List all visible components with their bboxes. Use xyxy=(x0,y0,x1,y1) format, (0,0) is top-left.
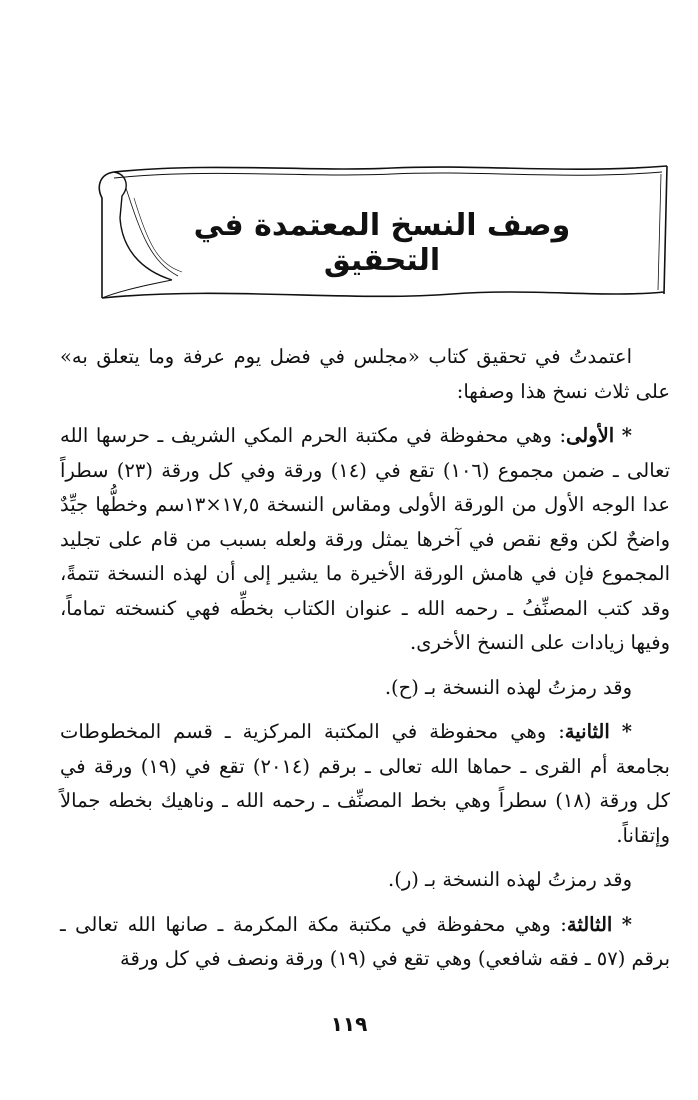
symbol-note-second: وقد رمزتُ لهذه النسخة بـ (ر). xyxy=(388,868,632,891)
intro-paragraph: اعتمدتُ في تحقيق كتاب «مجلس في فضل يوم عرفة وما يتعلق به» على ثلاث نسخ هذا وصفها: xyxy=(60,345,670,403)
copy-description-third: : وهي محفوظة في مكتبة مكة المكرمة ـ صانها الله تعالى ـ برقم (٥٧ ـ فقه شافعي) وهي تقع في (١٩) ورقة ونصف في كل ورقة xyxy=(60,912,670,970)
copy-description-first: : وهي محفوظة في مكتبة الحرم المكي الشريف ـ حرسها الله تعالى ـ ضمن مجموع (١٠٦) تقع في (١٤) ورقة وفي كل ورقة (٢٣) سطراً عدا الوجه الأول من الورقة الأولى ومقاس النسخة ١٧,٥×١٣سم وخطُّها جيِّدٌ واضحٌ لكن وقع نقص في آخرها يمثل ورقة ولعله بسبب من قام على تجليد المجموع فإن في هامش الورقة الأخيرة ما يشير إلى أن لهذه النسخة تتمةً، وقد كتب المصنِّفُ ـ رحمه الله ـ عنوان الكتاب بخطِّه فهي كنسخته تماماً، وفيها زيادات على النسخ الأخرى. xyxy=(60,424,670,654)
scroll-banner xyxy=(92,158,672,308)
copy-description-second: : وهي محفوظة في المكتبة المركزية ـ قسم المخطوطات بجامعة أم القرى ـ حماها الله تعالى ـ برقم (٢٠١٤) تقع في (١٩) ورقة في كل ورقة (١٨) سطراً وهي بخط المصنِّف ـ رحمه الله ـ وناهيك بخطه جمالاً وإتقاناً. xyxy=(60,720,670,847)
copy-paragraph-third xyxy=(60,908,670,977)
bullet-star: * xyxy=(621,424,632,447)
copy-paragraph-first xyxy=(60,419,670,661)
copy-label-third: الثالثة xyxy=(566,912,613,936)
bullet-star: * xyxy=(621,912,632,936)
copy-label-first: الأولى xyxy=(566,424,615,447)
copy-paragraph-second xyxy=(60,715,670,853)
symbol-note-first: وقد رمزتُ لهذه النسخة بـ (ح). xyxy=(384,675,632,699)
page-heading: وصف النسخ المعتمدة في التحقيق xyxy=(193,208,571,278)
bullet-star: * xyxy=(621,720,632,743)
page-number: ١١٩ xyxy=(330,1012,368,1036)
copy-label-second: الثانية xyxy=(564,720,610,743)
body-text xyxy=(60,340,670,987)
